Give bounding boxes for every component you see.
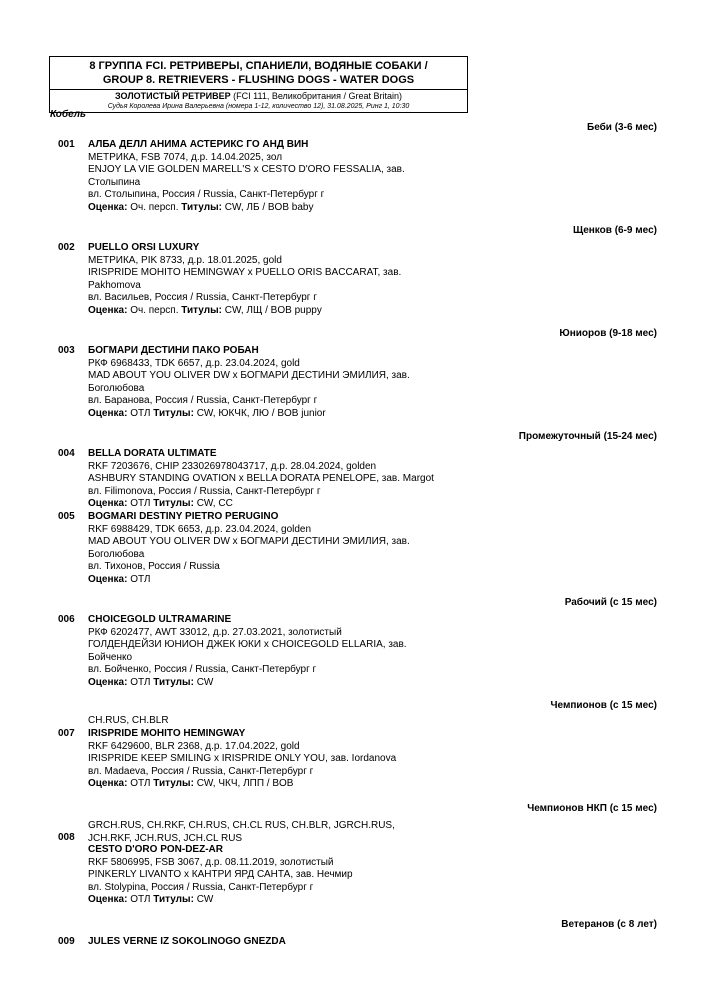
grade-value: ОТЛ	[127, 573, 151, 585]
registration-line: РКФ 6968433, TDK 6657, д.р. 23.04.2024, gold	[88, 357, 300, 369]
grade-label: Оценка:	[88, 498, 128, 510]
parents-breeder-line: ENJOY LA VIE GOLDEN MARELL'S x CESTO D'ORO FESSALIA, зав. Столыпина	[88, 164, 405, 188]
grade-value: Оч. персп.	[127, 304, 179, 316]
titles-value: CW, CC	[193, 498, 233, 510]
grade-label: Оценка:	[88, 778, 128, 790]
entry-number: 008	[58, 832, 75, 843]
group-title-line-2: GROUP 8. RETRIEVERS - FLUSHING DOGS - WATER DOGS	[102, 74, 415, 86]
titles-label: Титулы:	[153, 407, 194, 419]
class-heading-junior: Юниоров (9-18 мес)	[559, 328, 657, 339]
breed-origin: (FCI 111, Великобритания / Great Britain)	[230, 91, 402, 101]
titles-label: Титулы:	[153, 676, 194, 688]
result-line	[88, 894, 648, 907]
grade-value: ОТЛ	[127, 407, 151, 419]
owner-line: вл. Madaeva, Россия / Russia, Санкт-Петербург г	[88, 765, 314, 777]
registration-line: РКФ 6202477, AWT 33012, д.р. 27.03.2021, золотистый	[88, 626, 342, 638]
judge-line: Судья Королева Ирина Валерьевна (номера 1-12, количество 12), 31.08.2025, Ринг 1, 10:30	[107, 103, 410, 110]
dog-name: BOGMARI DESTINY PIETRO PERUGINO	[88, 511, 279, 522]
dog-name: CESTO D'ORO PON-DEZ-AR	[88, 844, 223, 855]
entry-number: 007	[58, 728, 75, 739]
dog-name: АЛБА ДЕЛЛ АНИМА АСТЕРИКС ГО АНД ВИН	[88, 139, 309, 150]
parents-breeder-line: ASHBURY STANDING OVATION x BELLA DORATA PENELOPE, зав. Margot	[88, 473, 434, 485]
grade-label: Оценка:	[88, 573, 128, 585]
class-heading-veteran: Ветеранов (с 8 лет)	[561, 919, 657, 930]
result-line	[88, 574, 648, 587]
grade-label: Оценка:	[88, 201, 128, 213]
titles-value: CW, ЧКЧ, ЛПП / BOB	[193, 778, 294, 790]
registration-line: МЕТРИКА, PIK 8733, д.р. 18.01.2025, gold	[88, 254, 282, 266]
grade-label: Оценка:	[88, 304, 128, 316]
class-heading-champion: Чемпионов (с 15 мес)	[550, 700, 657, 711]
class-heading-club-champion: Чемпионов НКП (с 15 мес)	[527, 803, 657, 814]
dog-name: CHOICEGOLD ULTRAMARINE	[88, 614, 232, 625]
owner-line: вл. Столыпина, Россия / Russia, Санкт-Петербург г	[88, 189, 325, 201]
owner-line: вл. Тихонов, Россия / Russia	[88, 561, 220, 573]
titles-value: CW, ЛБ / BOB baby	[221, 201, 314, 213]
owner-line: вл. Васильев, Россия / Russia, Санкт-Петербург г	[88, 292, 317, 304]
entry-number: 006	[58, 614, 75, 625]
registration-line: RKF 7203676, CHIP 233026978043717, д.р. 28.04.2024, golden	[88, 460, 377, 472]
dog-name: IRISPRIDE MOHITO HEMINGWAY	[88, 728, 246, 739]
result-line	[88, 778, 648, 791]
entry-number: 004	[58, 448, 75, 459]
class-heading-baby: Беби (3-6 мес)	[587, 122, 657, 133]
titles-label: Титулы:	[153, 498, 194, 510]
parents-breeder-line: MAD ABOUT YOU OLIVER DW x БОГМАРИ ДЕСТИНИ ЭМИЛИЯ, зав. Боголюбова	[88, 536, 410, 560]
parents-breeder-line: IRISPRIDE KEEP SMILING x IRISPRIDE ONLY YOU, зав. Iordanova	[88, 753, 397, 765]
titles-label: Титулы:	[181, 304, 222, 316]
grade-value: Оч. персп.	[127, 201, 179, 213]
result-line	[88, 305, 648, 318]
result-line	[88, 202, 648, 215]
group-header	[49, 56, 468, 113]
entry-number: 005	[58, 511, 75, 522]
titles-value: CW, ЮКЧК, ЛЮ / BOB junior	[193, 407, 326, 419]
dog-name: БОГМАРИ ДЕСТИНИ ПАКО РОБАН	[88, 345, 259, 356]
result-line	[88, 408, 648, 421]
grade-label: Оценка:	[88, 676, 128, 688]
group-title	[50, 57, 467, 90]
grade-value: ОТЛ	[127, 778, 151, 790]
titles-value: CW	[193, 894, 214, 906]
group-title-line-1: 8 ГРУППА FCI. РЕТРИВЕРЫ, СПАНИЕЛИ, ВОДЯНЫЕ СОБАКИ /	[89, 60, 428, 72]
result-line	[88, 498, 648, 511]
dog-name: JULES VERNE IZ SOKOLINOGO GNEZDA	[88, 936, 286, 947]
entry-number: 003	[58, 345, 75, 356]
sex-label: Кобель	[50, 109, 86, 120]
parents-breeder-line: MAD ABOUT YOU OLIVER DW x БОГМАРИ ДЕСТИНИ ЭМИЛИЯ, зав. Боголюбова	[88, 370, 410, 394]
owner-line: вл. Stolypina, Россия / Russia, Санкт-Петербург г	[88, 881, 314, 893]
result-line	[88, 677, 648, 690]
entry-number: 002	[58, 242, 75, 253]
registration-line: МЕТРИКА, FSB 7074, д.р. 14.04.2025, зол	[88, 151, 283, 163]
entry-007-prior-titles: CH.RUS, CH.BLR	[88, 715, 169, 726]
entry-number: 001	[58, 139, 75, 150]
dog-name: BELLA DORATA ULTIMATE	[88, 448, 217, 459]
titles-label: Титулы:	[181, 201, 222, 213]
class-heading-intermediate: Промежуточный (15-24 мес)	[518, 431, 657, 442]
grade-label: Оценка:	[88, 407, 128, 419]
parents-breeder-line: PINKERLY LIVANTO x КАНТРИ ЯРД САНТА, зав. Нечмир	[88, 869, 353, 881]
entry-number: 009	[58, 936, 75, 947]
owner-line: вл. Баранова, Россия / Russia, Санкт-Петербург г	[88, 395, 318, 407]
parents-breeder-line: IRISPRIDE MOHITO HEMINGWAY x PUELLO ORIS BACCARAT, зав. Pakhomova	[88, 267, 402, 291]
dog-name: PUELLO ORSI LUXURY	[88, 242, 200, 253]
titles-value: CW, ЛЩ / BOB puppy	[221, 304, 322, 316]
parents-breeder-line: ГОЛДЕНДЕЙЗИ ЮНИОН ДЖЕК ЮКИ x CHOICEGOLD ELLARIA, зав. Бойченко	[88, 639, 407, 663]
grade-value: ОТЛ	[127, 676, 151, 688]
breed-line	[50, 90, 467, 102]
registration-line: RKF 6988429, TDK 6653, д.р. 23.04.2024, golden	[88, 523, 312, 535]
entry-008-prior-titles: GRCH.RUS, CH.RKF, CH.RUS, CH.CL RUS, CH.BLR, JGRCH.RUS, JCH.RKF, JCH.RUS, JCH.CL RUS	[88, 820, 395, 844]
titles-label: Титулы:	[153, 894, 194, 906]
class-heading-puppy: Щенков (6-9 мес)	[573, 225, 657, 236]
registration-line: RKF 5806995, FSB 3067, д.р. 08.11.2019, золотистый	[88, 856, 334, 868]
titles-label: Титулы:	[153, 778, 194, 790]
registration-line: RKF 6429600, BLR 2368, д.р. 17.04.2022, gold	[88, 740, 300, 752]
class-heading-working: Рабочий (с 15 мес)	[564, 597, 657, 608]
owner-line: вл. Filimonova, Россия / Russia, Санкт-Петербург г	[88, 485, 321, 497]
grade-label: Оценка:	[88, 894, 128, 906]
titles-value: CW	[193, 676, 214, 688]
grade-value: ОТЛ	[127, 894, 151, 906]
grade-value: ОТЛ	[127, 498, 151, 510]
owner-line: вл. Бойченко, Россия / Russia, Санкт-Петербург г	[88, 664, 317, 676]
breed-name: ЗОЛОТИСТЫЙ РЕТРИВЕР	[115, 91, 231, 101]
